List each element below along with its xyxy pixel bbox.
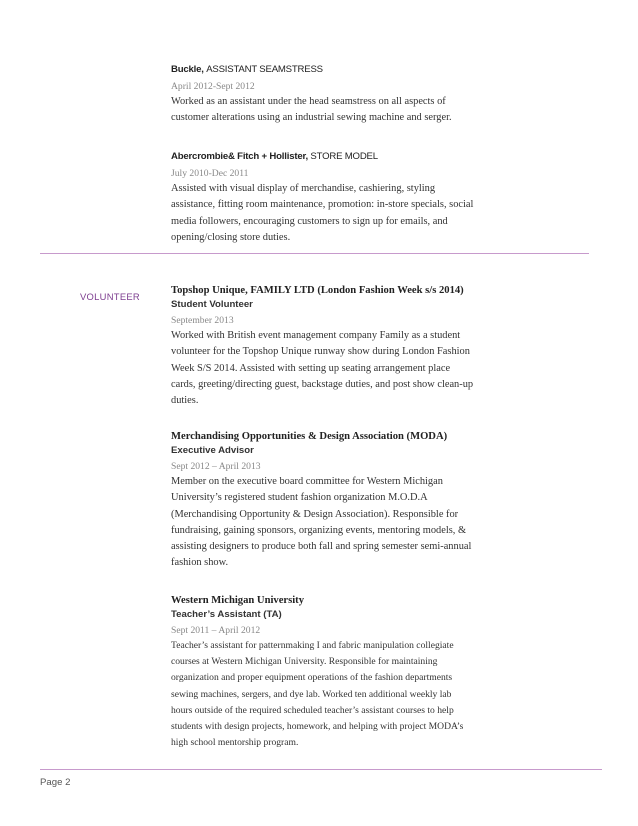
desc-line: assisting designers to produce both fall and spring semester semi-annual — [171, 541, 472, 553]
section-divider — [40, 253, 589, 254]
desc-line: (Merchandising Opportunity & Design Association). Responsible for — [171, 508, 459, 520]
desc-line: sewing machines, sergers, and dye lab. Worked ten additional weekly lab — [171, 688, 452, 700]
organization: Western Michigan University — [171, 595, 304, 606]
job-description — [171, 94, 516, 127]
desc-line: customer alterations using an industrial sewing machine and serger. — [171, 112, 452, 124]
job-dates: April 2012-Sept 2012 — [171, 81, 255, 92]
volunteer-moda — [171, 431, 516, 572]
desc-line: students with design projects, homework, and helping with project MODA’s — [171, 721, 464, 733]
desc-line: opening/closing store duties. — [171, 231, 291, 243]
volunteer-dates: September 2013 — [171, 315, 234, 326]
employer: Abercrombie& Fitch + Hollister, — [171, 151, 308, 162]
desc-line: volunteer for the Topshop Unique runway show during London Fashion — [171, 346, 470, 358]
desc-line: courses at Western Michigan University. Responsible for maintaining — [171, 656, 438, 668]
desc-line: University’s registered student fashion organization M.O.D.A — [171, 492, 428, 504]
volunteer-wmu — [171, 595, 516, 751]
volunteer-description — [171, 474, 516, 572]
volunteer-topshop — [171, 285, 516, 409]
desc-line: assistance, fitting room maintenance, promotion: in-store specials, social — [171, 199, 474, 211]
desc-line: duties. — [171, 395, 199, 407]
volunteer-dates: Sept 2012 – April 2013 — [171, 461, 261, 472]
page-number: Page 2 — [40, 777, 71, 788]
volunteer-dates: Sept 2011 – April 2012 — [171, 625, 261, 636]
job-description — [171, 181, 516, 246]
desc-line: Teacher’s assistant for patternmaking I and fabric manipulation collegiate — [171, 640, 454, 651]
desc-line: Week S/S 2014. Assisted with setting up seating arrangement place — [171, 362, 451, 374]
desc-line: hours outside of the required scheduled teacher’s assistant courses to help — [171, 704, 454, 716]
desc-line: Assisted with visual display of merchandise, cashiering, styling — [171, 183, 436, 194]
desc-line: high school mentorship program. — [171, 737, 299, 749]
organization: Merchandising Opportunities & Design Association (MODA) — [171, 431, 448, 442]
volunteer-description — [171, 328, 516, 409]
desc-line: Worked as an assistant under the head seamstress on all aspects of — [171, 96, 446, 107]
job-title: STORE MODEL — [310, 151, 378, 162]
desc-line: fundraising, gaining sponsors, organizing events, mentoring models, & — [171, 524, 467, 536]
volunteer-description — [171, 638, 516, 751]
volunteer-section-label: VOLUNTEER — [80, 291, 141, 302]
organization: Topshop Unique, FAMILY LTD (London Fashion Week s/s 2014) — [171, 285, 464, 296]
desc-line: organization and proper equipment operations of the fashion departments — [171, 672, 453, 684]
desc-line: cards, greeting/directing guest, backstage duties, and post show clean-up — [171, 378, 474, 390]
desc-line: media followers, encouraging customers to sign up for emails, and — [171, 215, 448, 227]
job-abercrombie — [171, 151, 516, 246]
job-heading — [171, 64, 516, 75]
job-buckle — [171, 64, 516, 127]
volunteer-role: Student Volunteer — [171, 299, 253, 310]
job-title: ASSISTANT SEAMSTRESS — [206, 64, 323, 75]
volunteer-role: Teacher’s Assistant (TA) — [171, 609, 282, 620]
desc-line: fashion show. — [171, 557, 229, 569]
employer: Buckle, — [171, 64, 204, 75]
desc-line: Worked with British event management company Family as a student — [171, 330, 461, 341]
job-dates: July 2010-Dec 2011 — [171, 168, 249, 179]
desc-line: Member on the executive board committee for Western Michigan — [171, 476, 443, 487]
job-heading — [171, 151, 516, 162]
volunteer-role: Executive Advisor — [171, 445, 254, 456]
footer-divider — [40, 769, 602, 770]
